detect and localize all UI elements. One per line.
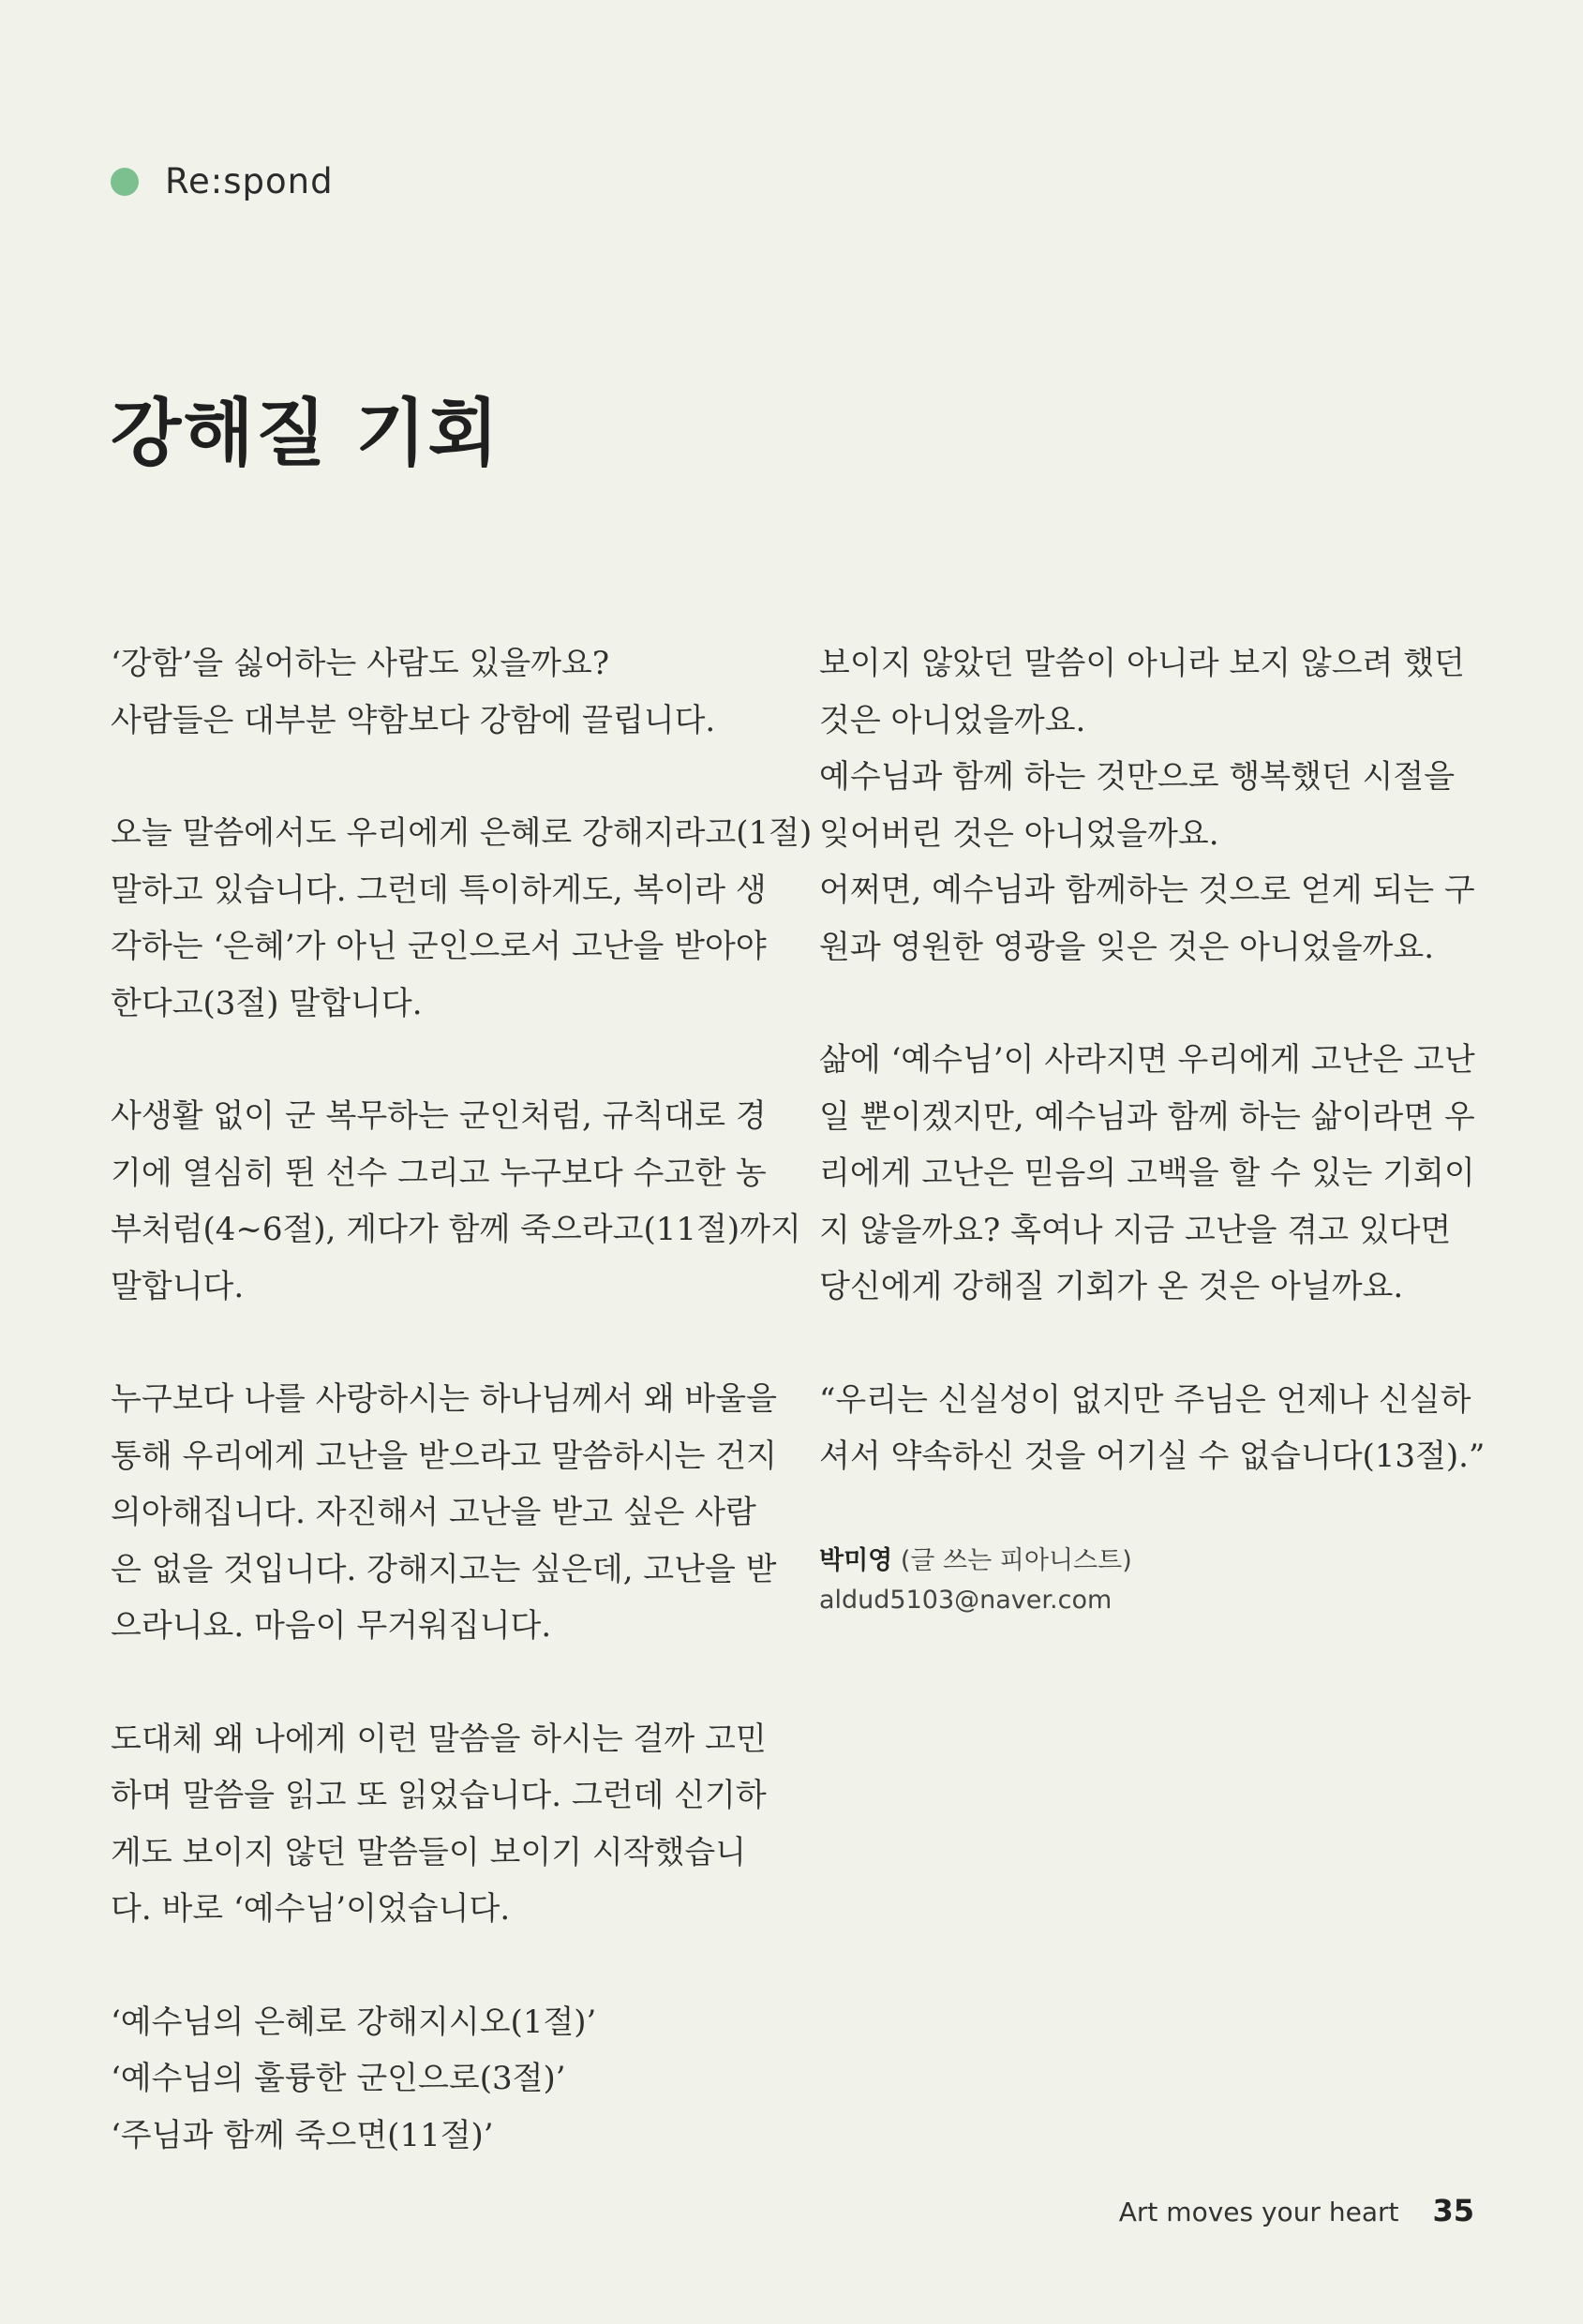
paragraph [111,1711,767,1938]
text-line: 통해 우리에게 고난을 받으라고 말씀하시는 건지 [111,1437,777,1475]
text-line: “우리는 신실성이 없지만 주님은 언제나 신실하 [819,1380,1471,1419]
paragraph [819,1372,1486,1485]
text-line: 것은 아니었을까요. [819,701,1086,739]
text-line: 말하고 있습니다. 그런데 특이하게도, 복이라 생 [111,871,767,909]
left-column [111,635,813,2220]
text-line: 당신에게 강해질 기회가 온 것은 아닐까요. [819,1268,1404,1305]
page-number: 35 [1432,2193,1474,2228]
text-line: 보이지 않았던 말씀이 아니라 보지 않으려 했던 [819,645,1465,682]
text-line: 다. 바로 ‘예수님’이었습니다. [111,1890,511,1928]
right-column-body [819,635,1486,1485]
paragraph [111,635,763,749]
text-line: 게도 보이지 않던 말씀들이 보이기 시작했습니 [111,1833,747,1871]
text-line: 삶에 ‘예수님’이 사라지면 우리에게 고난은 고난 [819,1041,1475,1079]
text-line: 의아해집니다. 자진해서 고난을 받고 싶은 사람 [111,1494,756,1531]
text-line: 기에 열심히 뛴 선수 그리고 누구보다 수고한 농 [111,1154,767,1192]
text-line: 누구보다 나를 사랑하시는 하나님께서 왜 바울을 [111,1380,777,1418]
paragraph [111,805,813,1032]
text-line: 오늘 말씀에서도 우리에게 은혜로 강해지라고(1절) [111,814,813,852]
text-line: ‘강함’을 싫어하는 사람도 있을까요? [111,645,610,682]
text-line: 으라니요. 마음이 무거워집니다. [111,1607,552,1645]
text-line: ‘주님과 함께 죽으면(11절)’ [111,2116,494,2154]
text-line: ‘예수님의 은혜로 강해지시오(1절)’ [111,2003,597,2041]
text-line: 도대체 왜 나에게 이런 말씀을 하시는 걸까 고민 [111,1720,767,1758]
text-line: ‘예수님의 훌륭한 군인으로(3절)’ [111,2060,566,2097]
text-line: 부처럼(4~6절), 게다가 함께 죽으라고(11절)까지 [111,1211,801,1248]
text-line: 한다고(3절) 말합니다. [111,984,423,1022]
text-line: 잊어버린 것은 아니었을까요. [819,814,1219,853]
section-dot-icon [111,168,139,196]
author-role: (글 쓰는 피아니스트) [900,1545,1132,1575]
section-label [111,161,334,201]
right-column [819,635,1486,1620]
text-line: 하며 말씀을 읽고 또 읽었습니다. 그런데 신기하 [111,1777,767,1814]
section-label-text: Re:spond [165,161,334,201]
paragraph [111,1371,777,1655]
author-line [819,1542,1471,1581]
text-line: 각하는 ‘은혜’가 아닌 군인으로서 고난을 받아야 [111,928,767,965]
text-line: 리에게 고난은 믿음의 고백을 할 수 있는 기회이 [819,1155,1475,1192]
text-line: 원과 영원한 영광을 잊은 것은 아니었을까요. [819,928,1435,966]
text-line: 어쩌면, 예수님과 함께하는 것으로 얻게 되는 구 [819,872,1475,909]
text-line: 사람들은 대부분 약함보다 강함에 끌립니다. [111,701,716,739]
paragraph [819,1032,1475,1316]
article-title: 강해질 기회 [111,391,500,476]
page-footer [1119,2193,1474,2228]
paragraph [111,1088,801,1315]
text-line: 지 않을까요? 혹여나 지금 고난을 겪고 있다면 [819,1211,1452,1249]
text-line: 은 없을 것입니다. 강해지고는 싶은데, 고난을 받 [111,1550,777,1588]
author-name: 박미영 [819,1545,893,1575]
text-line: 셔서 약속하신 것을 어기실 수 없습니다(13절).” [819,1438,1486,1475]
paragraph [819,635,1475,976]
text-line: 예수님과 함께 하는 것만으로 행복했던 시절을 [819,758,1456,796]
text-line: 말합니다. [111,1267,245,1305]
author-block [819,1542,1471,1620]
author-email: aldud5103@naver.com [819,1585,1113,1615]
text-line: 사생활 없이 군 복무하는 군인처럼, 규칙대로 경 [111,1097,767,1135]
paragraph [111,1994,763,2165]
footer-text: Art moves your heart [1118,2197,1399,2227]
text-line: 일 뿐이겠지만, 예수님과 함께 하는 삶이라면 우 [819,1097,1475,1136]
